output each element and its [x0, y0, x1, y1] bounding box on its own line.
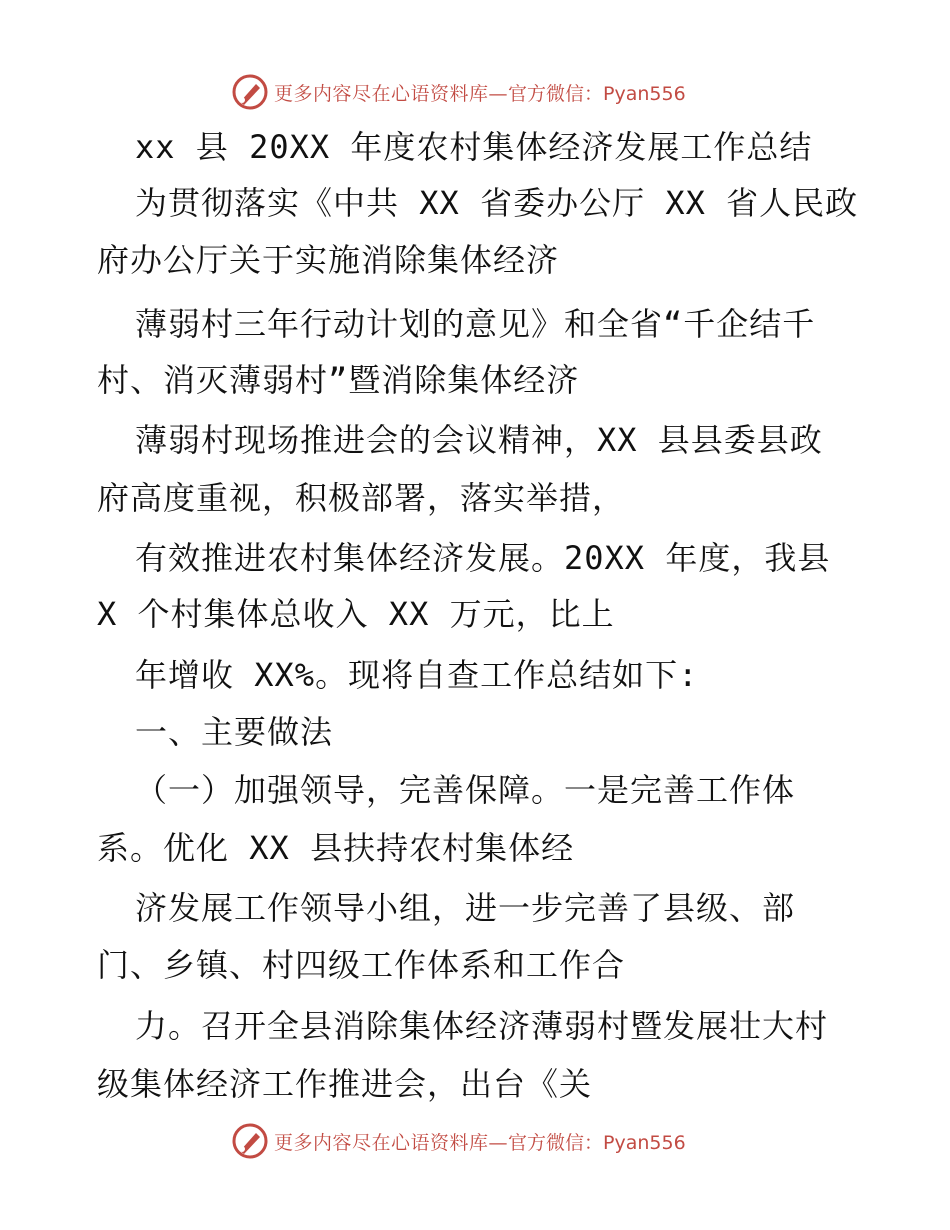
- header-library-text: 更多内容尽在心语资料库—: [274, 82, 509, 105]
- header-wechat-text: 官方微信：Pyan556: [508, 82, 686, 105]
- footer-wechat-text: 官方微信：Pyan556: [508, 1131, 686, 1154]
- paragraph-line: 府办公厅关于实施消除集体经济: [97, 241, 560, 279]
- pen-logo-icon: [230, 1121, 270, 1161]
- paragraph-line: 为贯彻落实《中共 XX 省委办公厅 XX 省人民政: [135, 184, 859, 222]
- paragraph-line: 薄弱村三年行动计划的意见》和全省“千企结千: [135, 305, 816, 343]
- subsection-heading: （一）加强领导，完善保障。一是完善工作体: [135, 771, 796, 809]
- footer-watermark: [230, 1119, 686, 1163]
- paragraph-line: 级集体经济工作推进会，出台《关: [97, 1065, 593, 1103]
- paragraph-line: 薄弱村现场推进会的会议精神，XX 县县委县政: [135, 421, 823, 459]
- footer-library-text: 更多内容尽在心语资料库—: [274, 1131, 509, 1154]
- paragraph-line: X 个村集体总收入 XX 万元，比上: [97, 595, 615, 633]
- paragraph-line: 府高度重视，积极部署，落实举措，: [97, 479, 626, 517]
- paragraph-line: 济发展工作领导小组，进一步完善了县级、部: [135, 889, 796, 927]
- paragraph-line: 年增收 XX%。现将自查工作总结如下:: [135, 656, 699, 694]
- paragraph-line: 力。召开全县消除集体经济薄弱村暨发展壮大村: [135, 1007, 829, 1045]
- paragraph-line: 村、消灭薄弱村”暨消除集体经济: [97, 361, 580, 399]
- paragraph-line: 系。优化 XX 县扶持农村集体经: [97, 829, 575, 867]
- header-watermark: [230, 70, 686, 114]
- pen-logo-icon: [230, 72, 270, 112]
- paragraph-line: 有效推进农村集体经济发展。20XX 年度，我县: [135, 539, 831, 577]
- section-heading: 一、主要做法: [135, 713, 334, 751]
- document-title: xx 县 20XX 年度农村集体经济发展工作总结: [135, 128, 813, 166]
- paragraph-line: 门、乡镇、村四级工作体系和工作合: [97, 946, 626, 984]
